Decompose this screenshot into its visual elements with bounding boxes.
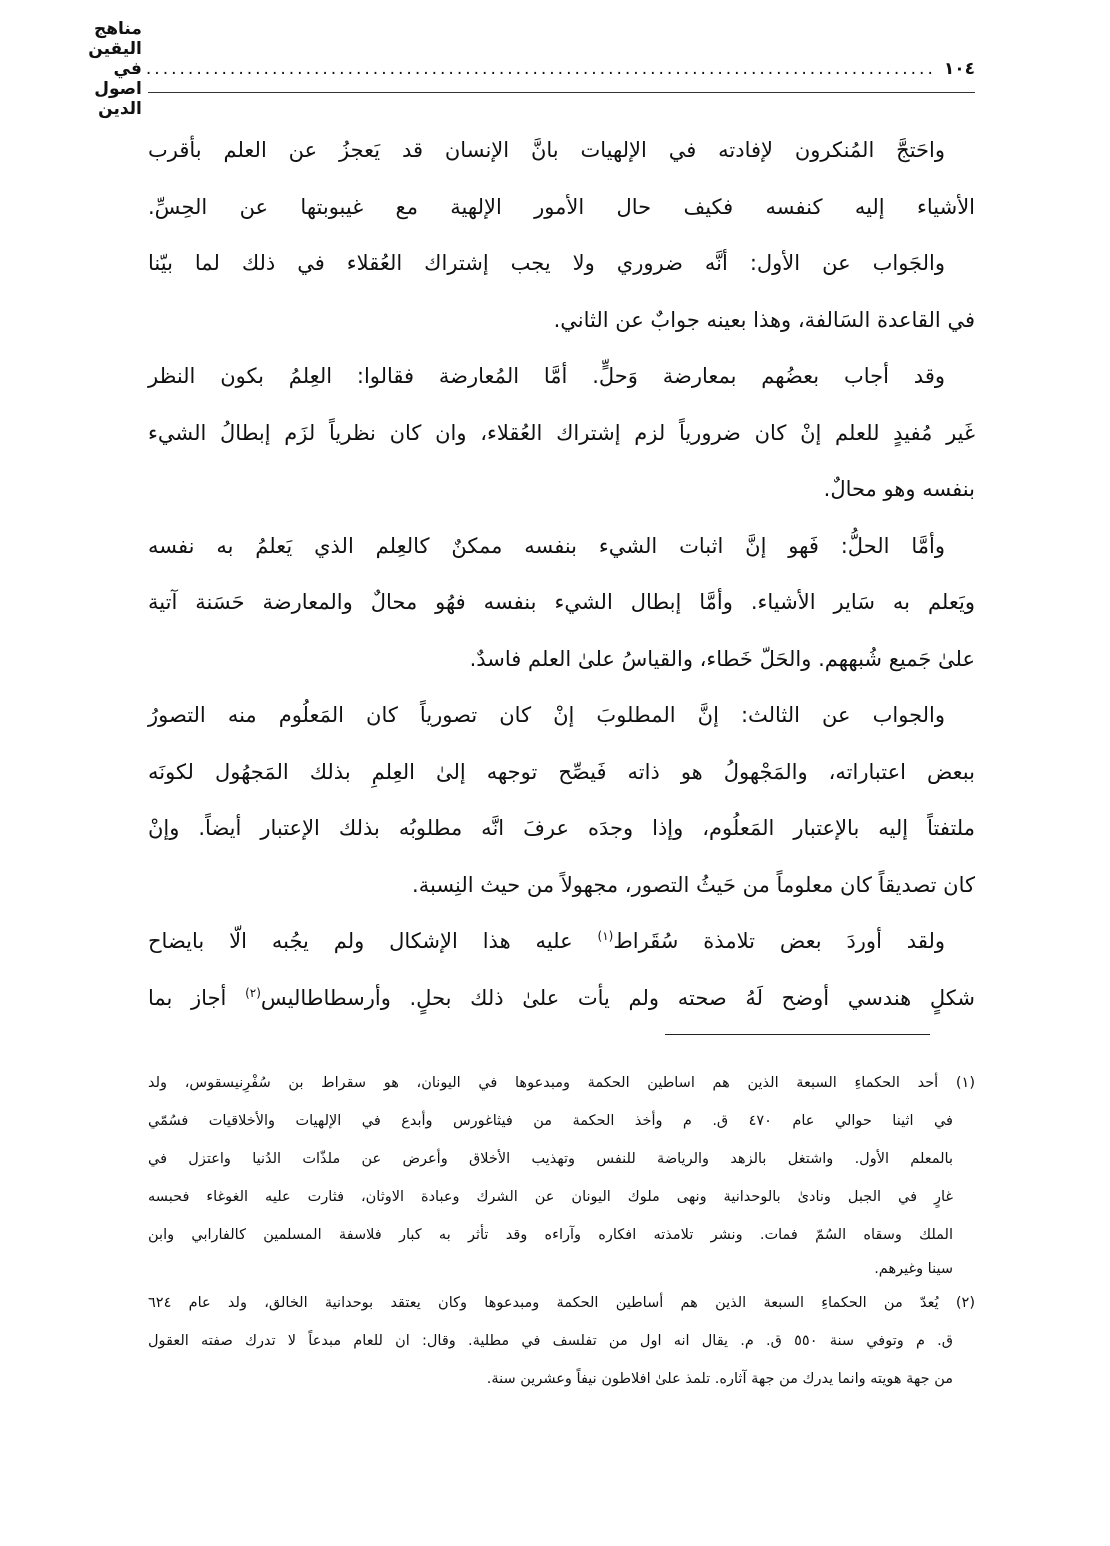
text-line: واحَتجَّ المُنكرون لإفادته في الإلهيات بانَّ الإنسان قد يَعجزُ عن العلم بأقرب bbox=[148, 138, 945, 162]
text-line: ببعض اعتباراته، والمَجْهولُ هو ذاته فَيصِّح توجهه إلىٰ العِلمِ بذلك المَجهُول لكونَه bbox=[148, 759, 975, 784]
footnote-2-line: من جهة هويته وانما يدرك من جهة آثاره. تلمذ علىٰ افلاطون نيفاً وعشرين سنة. bbox=[486, 1371, 953, 1387]
text-line: والجواب عن الثالث: إنَّ المطلوبَ إنْ كان تصورياً كان المَعلُوم منه التصورُ bbox=[148, 703, 945, 727]
text-line: ملتفتاً إليه بالإعتبار المَعلُوم، وإذا وجدَه عرفَ انَّه مطلوبُه بذلك الإعتبار أيضاً. وإنْ bbox=[148, 816, 975, 840]
footnote-1-line: غارٍ في الجبل ونادىٰ بالوحدانية ونهى ملوك اليونان عن الشرك وعبادة الاوثان، فثارت عليه الغوغاء فحبسه bbox=[148, 1189, 953, 1205]
footnote-1-line: بالمعلم الأول. واشتغل بالزهد والرياضة للنفس وتهذيب الأخلاق وأعرض عن ملذّات الدُنيا واعتزل في bbox=[148, 1151, 953, 1167]
text-line bbox=[148, 970, 975, 1027]
footnote-1-line: (١) أحد الحكماءِ السبعة الذين هم اساطين الحكمة ومبدعوها في اليونان، هو سقراط بن سُفْرِنيسقوس، ولد bbox=[148, 1075, 975, 1091]
text-line: ويَعلم به سَاير الأشياء. وأمَّا إبطال الشيء بنفسه فهُو محالٌ والمعارضة حَسَنة آتية bbox=[148, 590, 975, 614]
footnote-1-line: الملك وسقاه السُمّ فمات. ونشر تلامذته افكاره وآراءه وقد تأثر به كبار فلاسفة المسلمين كالفارابي وابن bbox=[148, 1227, 953, 1243]
text-segment: عليه هذا الإشكال ولم يجُبه الّا بايضاح bbox=[148, 929, 598, 953]
running-header bbox=[88, 19, 975, 119]
text-segment: ولقد أوردَ بعض تلامذة سُقَراط bbox=[613, 929, 945, 953]
text-line: وأمَّا الحلُّ: فَهو إنَّ اثبات الشيء بنفسه ممكنٌ كالعِلم الذي يَعلمُ به نفسه bbox=[148, 533, 945, 558]
book-title: مناهج اليقين في اصول الدين bbox=[88, 19, 142, 119]
footnote-ref-2[interactable]: (٢) bbox=[245, 985, 261, 1000]
footnote-1-line: في اثينا حوالي عام ٤٧٠ ق. م وأخذ الحكمة من فيثاغورس وأبدع في الإلهيات والأخلاقيات فسُمّي bbox=[148, 1113, 953, 1129]
footnote-ref-1[interactable]: (١) bbox=[597, 929, 614, 943]
text-line: وقد أجاب بعضُهم بمعارضة وَحلٍّ. أمَّا المُعارضة فقالوا: العِلمُ بكون النظر bbox=[148, 364, 945, 388]
text-line: في القاعدة السَالفة، وهذا بعينه جوابٌ عن الثاني. bbox=[553, 307, 975, 332]
footnotes bbox=[148, 1064, 975, 1398]
text-line bbox=[148, 913, 975, 970]
text-line: الأشياء إليه كنفسه فكيف حال الأمور الإلهية مع غيبوبتها عن الحِسِّ. bbox=[148, 194, 975, 219]
text-line: علىٰ جَميع شُبههم. والحَلّ خَطاء، والقياسُ علىٰ العلم فاسدٌ. bbox=[469, 646, 975, 671]
footnote-divider bbox=[665, 1034, 930, 1035]
main-text bbox=[148, 122, 975, 1026]
page-number: ١٠٤ bbox=[943, 59, 975, 79]
text-line: بنفسه وهو محالٌ. bbox=[823, 477, 975, 501]
text-line: كان تصديقاً كان معلوماً من حَيثُ التصور، مجهولاً من حيث النِسبة. bbox=[412, 872, 975, 897]
text-segment: أجاز بما bbox=[148, 985, 246, 1010]
footnote-1-line: سينا وغيرهم. bbox=[874, 1261, 953, 1277]
text-segment: شكلٍ هندسي أوضح لَهُ صحته ولم يأت علىٰ ذلك بحلٍ. وأرسطاطاليس bbox=[260, 985, 975, 1010]
footnote-2-line: ق. م وتوفي سنة ٥٥٠ ق. م. يقال انه اول من تفلسف في مطلية. وقال: ان للعام مبدعاً لا تدرك صفته العقول bbox=[148, 1333, 953, 1349]
leader-dots: .............................................................................................. bbox=[145, 59, 936, 79]
header-rule bbox=[148, 92, 975, 93]
footnote-2-line: (٢) يُعدّ من الحكماءِ السبعة الذين هم أساطين الحكمة ومبدعوها وكان يعتقد بوحدانية الخالق، ولد عام ٦٢٤ bbox=[148, 1295, 975, 1311]
text-line: والجَواب عن الأول: أنَّه ضروري ولا يجب إشتراك العُقلاء في ذلك لما بيّنا bbox=[148, 251, 945, 275]
text-line: غَير مُفيدٍ للعلم إنْ كان ضرورياً لزم إشتراك العُقلاء، وان كان نظرياً لزَم إبطالُ الشيء bbox=[148, 420, 975, 445]
